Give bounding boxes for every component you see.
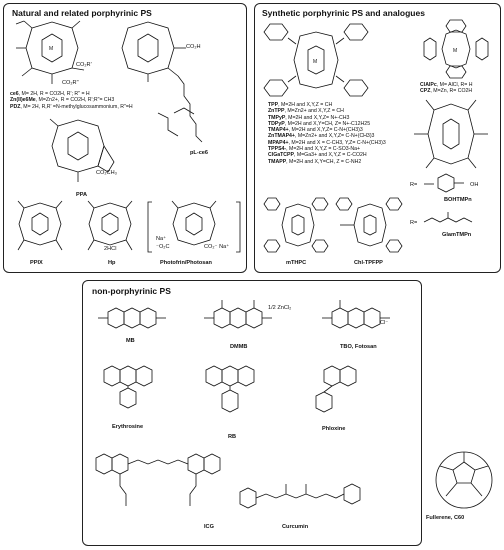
bohtmpn-oh: OH — [470, 182, 479, 188]
photofrin-label: Photofrin/Photosan — [160, 260, 212, 266]
phloxine-label: Phloxine — [322, 426, 346, 432]
ppix-structure — [10, 200, 70, 255]
curcumin-label: Curcumin — [282, 524, 309, 530]
ps-detail: , M=2H and X,Y=CH, Z = C-NH2 — [286, 158, 362, 165]
glamtmpn-r-group — [424, 212, 490, 232]
plce6-co2h: CO₂H — [186, 44, 201, 50]
hp-label: Hp — [108, 260, 116, 266]
ps-name: TMAPP — [268, 158, 287, 165]
ppa-label: PPA — [76, 192, 88, 198]
mthpc-label: mTHPC — [286, 260, 307, 266]
ps-detail: , M=2H and X,Y=CH, Z= N+-C12H25 — [284, 120, 371, 127]
photofrin-co2: ⁻O₂C — [156, 244, 170, 250]
chl-tpfpp-structure — [334, 196, 406, 254]
ps-name: CPZ — [420, 88, 431, 95]
ps-name: TMPyP — [268, 114, 286, 121]
ps-name: TDPyP — [268, 120, 285, 127]
dmmb-label: DMMB — [230, 344, 248, 350]
tetraaryl-porphyrin-structure — [262, 22, 370, 100]
svg-text:M: M — [313, 59, 318, 65]
ps-detail: , M=2H and X,Y,Z= C-N+(CH3)3 — [288, 127, 363, 134]
ps-name: TPPS4- — [268, 146, 287, 153]
bohtmpn-label: BOHTMPn — [444, 197, 472, 203]
dmmb-salt: 1/2 ZnCl₂ — [268, 305, 292, 311]
ps-name: ClAlPc — [420, 82, 437, 88]
erythrosine-structure — [98, 360, 158, 420]
ps-name: ce6 — [10, 91, 19, 97]
plce6-label: pL-ce6 — [190, 150, 209, 156]
synthetic-list-row — [268, 159, 386, 165]
ps-detail: , M=Ga3+ and X,Y,Z = C-CO2H — [293, 152, 367, 159]
photofrin-na: Na⁺ — [156, 236, 167, 242]
fullerene-label: Fullerene, C60 — [426, 515, 465, 521]
ps-name: TPP — [268, 102, 279, 108]
phloxine-structure — [304, 362, 370, 422]
panel-synthetic-title: Synthetic porphyrinic PS and analogues — [262, 8, 425, 18]
ps-detail: , M=Zn2+ and X,Y,Z = CH — [284, 108, 344, 115]
ps-detail: , M= AlCl, R= H — [436, 82, 473, 88]
bohtmpn-r-group — [424, 172, 490, 194]
natural-list-row — [10, 104, 133, 110]
glamtmpn-label: GlamTMPn — [442, 232, 472, 238]
ps-detail: , M=2H and X = C-CH3, Y,Z= C-N+(CH3)3 — [288, 139, 386, 146]
icg-label: ICG — [204, 524, 214, 530]
mb-structure — [94, 304, 170, 336]
natural-ps-list — [10, 91, 133, 110]
ps-name: ZnTMAP4+ — [268, 133, 295, 140]
chl-tpfpp-label: Chl-TPFPP — [354, 260, 383, 266]
ps-name: Zn(II)e6Me — [10, 97, 36, 104]
photofrin-co2-na: CO₂⁻ Na⁺ — [204, 244, 230, 250]
ps-detail: , M=Zn, R= CO2H — [430, 88, 473, 95]
ps-name: TMAP4+ — [268, 127, 289, 134]
ps-name: PDZ — [10, 103, 21, 110]
mthpc-structure — [264, 196, 332, 254]
bohtmpn-structure — [406, 98, 496, 170]
ps-detail: , M= 2H, R,R' =N-methylglucosammonium, R"=H — [20, 103, 133, 110]
ps-name: ClGaTCPP — [268, 152, 294, 159]
ps-name: ZnTPP — [268, 108, 285, 115]
curcumin-structure — [236, 478, 364, 518]
erythrosine-label: Erythrosine — [112, 424, 144, 430]
pc-list — [420, 82, 472, 95]
tbo-label: TBO, Fotosan — [340, 344, 377, 350]
svg-text:M: M — [49, 46, 54, 52]
panel-natural-title: Natural and related porphyrinic PS — [12, 8, 152, 18]
chlorin-e6-structure — [12, 18, 92, 86]
ps-name: MPAP4+ — [268, 139, 289, 146]
tbo-cl: Cl⁻ — [380, 320, 389, 326]
ce6-sub-co2r: CO₂R' — [76, 62, 92, 68]
ppa-co2ch3: CO₂CH₃ — [96, 170, 117, 176]
dmmb-structure — [200, 296, 276, 344]
hp-salt: 2HCl — [104, 246, 117, 252]
panel-nonpor-title: non-porphyrinic PS — [92, 286, 171, 296]
glamtmpn-r-eq: R= — [410, 220, 418, 226]
synthetic-ps-list — [268, 102, 386, 165]
icg-structure — [92, 450, 232, 520]
bohtmpn-r-eq: R= — [410, 182, 418, 188]
rb-structure — [198, 360, 264, 430]
pc-list-row — [420, 88, 472, 94]
fullerene-structure — [432, 448, 496, 512]
ps-detail: , M=Zn2+, R = CO2H, R';R"= CH3 — [35, 97, 115, 104]
ps-detail: , M=2H and X,Y,Z = C-SO3-Na+ — [286, 146, 361, 153]
mb-label: MB — [126, 338, 135, 344]
rb-label: RB — [228, 434, 237, 440]
pl-ce6-structure — [118, 18, 238, 153]
ps-detail: , M= 2H, R = CO2H, R'; R" = H — [18, 91, 90, 97]
ce6-sub-co2rr: CO₂R" — [62, 80, 79, 86]
ps-detail: , M=2H and X,Y,Z= N+-CH3 — [285, 114, 350, 121]
ps-detail: , M=2H and X,Y,Z = CH — [278, 102, 333, 108]
phthalocyanine-structure — [420, 18, 492, 80]
ps-detail: , M=Zn2+ and X,Y,Z= C-N+(CH3)3 — [294, 133, 375, 140]
ppix-label: PPIX — [30, 260, 43, 266]
svg-text:M: M — [453, 48, 458, 54]
